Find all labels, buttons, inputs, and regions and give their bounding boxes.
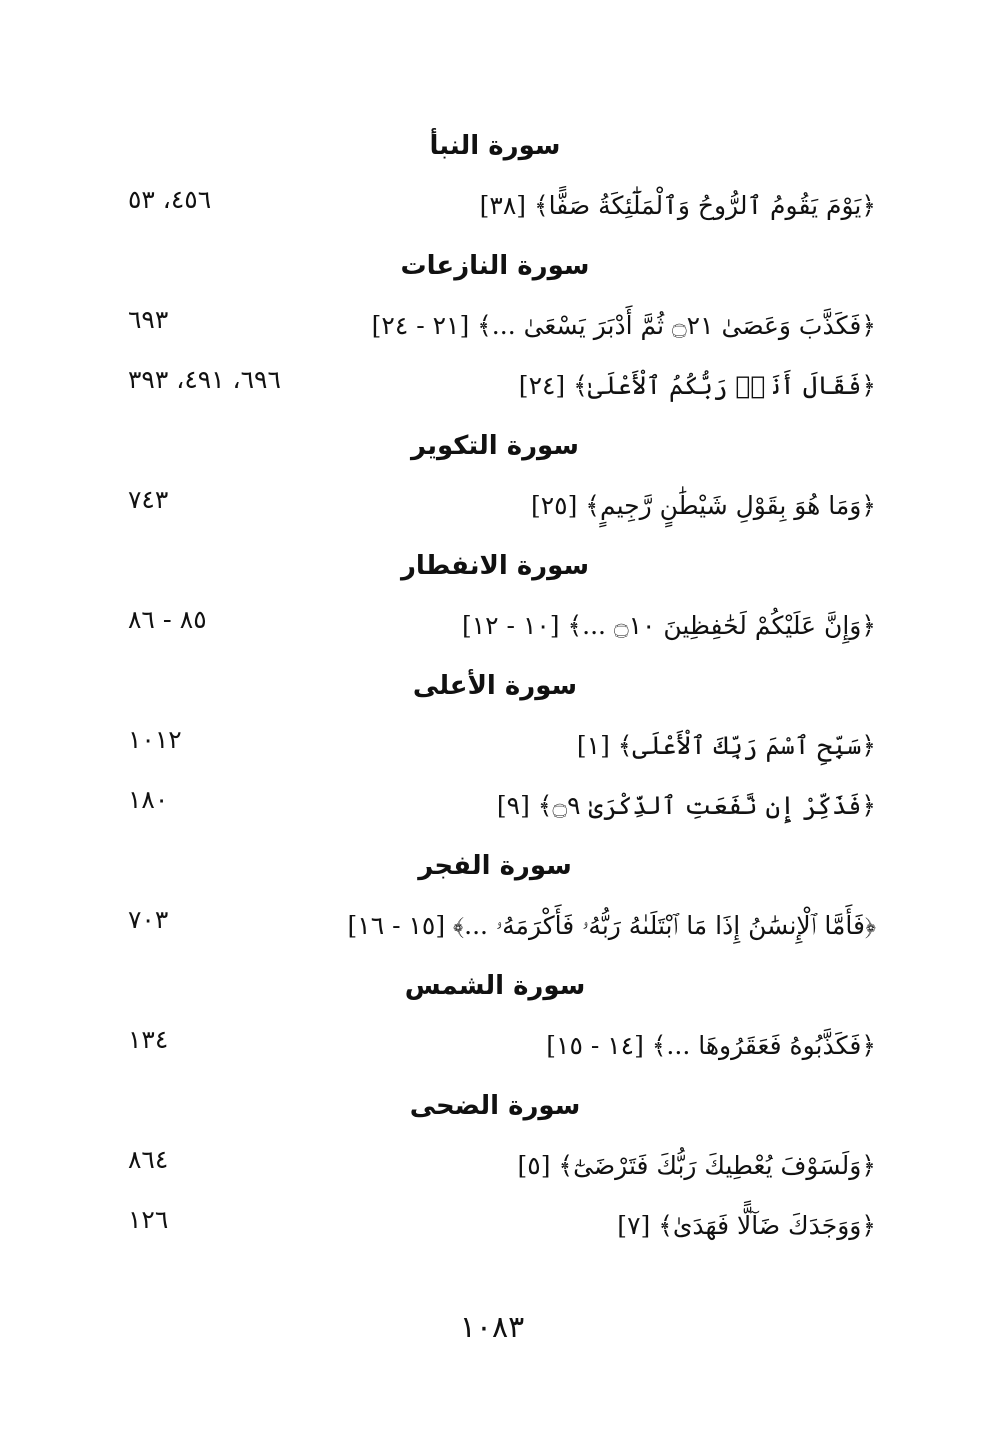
page-references: ١٠١٢ (128, 725, 182, 754)
surah-heading-shams: سورة الشمس (404, 971, 586, 1001)
page-references: ٦٩٣ (128, 305, 169, 334)
page-references: ١٢٦ (128, 1205, 169, 1234)
verse-entry: ﴿سَبِّحِ ٱسْمَ رَبِّكَ ٱلْأَعْلَى﴾ [١] (576, 731, 876, 760)
page-number: ١٠٨٣ (459, 1310, 525, 1345)
verse-entry: ﴿فَذَكِّرْ إِن نَّفَعَتِ ٱلذِّكْرَىٰ ۝٩﴾ [٩] (496, 791, 876, 820)
verse-entry: ﴿فَكَذَّبُوهُ فَعَقَرُوهَا ...﴾ [١٤ - ١٥] (546, 1031, 876, 1060)
page-references: ٨٥ - ٨٦ (128, 605, 207, 634)
surah-heading-ala: سورة الأعلى (412, 671, 578, 701)
verse-entry: ﴿وَإِنَّ عَلَيْكُمْ لَحَٰفِظِينَ ۝١٠ ...﴾ [١٠ - ١٢] (461, 611, 876, 640)
surah-heading-naba: سورة النبأ (429, 131, 561, 161)
verse-entry: ﴿فَكَذَّبَ وَعَصَىٰ ۝٢١ ثُمَّ أَدْبَرَ يَسْعَىٰ ...﴾ [٢١ - ٢٤] (371, 311, 876, 340)
surah-heading-duha: سورة الضحى (409, 1091, 581, 1121)
page-references: ١٨٠ (128, 785, 169, 814)
page-references: ٧٤٣ (128, 485, 169, 514)
surah-heading-takwir: سورة التكوير (411, 431, 579, 461)
verse-entry: ﴿فَقَالَ أَنَا۠ رَبُّكُمُ ٱلْأَعْلَىٰ﴾ [٢٤] (518, 371, 876, 400)
page-references: ٦٩٦، ٤٩١، ٣٩٣ (128, 365, 281, 394)
verse-entry: ﴿وَوَجَدَكَ ضَآلًّا فَهَدَىٰ﴾ [٧] (617, 1211, 876, 1240)
page-references: ٨٦٤ (128, 1145, 169, 1174)
verse-entry: ﴿فَأَمَّا ٱلْإِنسَٰنُ إِذَا مَا ٱبْتَلَىٰهُ رَبُّهُۥ فَأَكْرَمَهُۥ ...﴾ [١٥ - ١٦] (347, 911, 876, 940)
page-references: ٧٠٣ (128, 905, 169, 934)
verse-entry: ﴿يَوْمَ يَقُومُ ٱلرُّوحُ وَٱلْمَلَٰٓئِكَةُ صَفًّا﴾ [٣٨] (479, 191, 876, 220)
surah-heading-naziat: سورة النازعات (400, 251, 590, 281)
surah-heading-infitar: سورة الانفطار (400, 551, 590, 581)
page-references: ١٣٤ (128, 1025, 169, 1054)
verse-entry: ﴿وَلَسَوْفَ يُعْطِيكَ رَبُّكَ فَتَرْضَىٰٓ﴾ [٥] (517, 1151, 876, 1180)
verse-entry: ﴿وَمَا هُوَ بِقَوْلِ شَيْطَٰنٍ رَّجِيمٍ﴾ [٢٥] (530, 491, 876, 520)
page-references: ٤٥٦، ٥٣ (128, 185, 212, 214)
surah-heading-fajr: سورة الفجر (418, 851, 572, 881)
